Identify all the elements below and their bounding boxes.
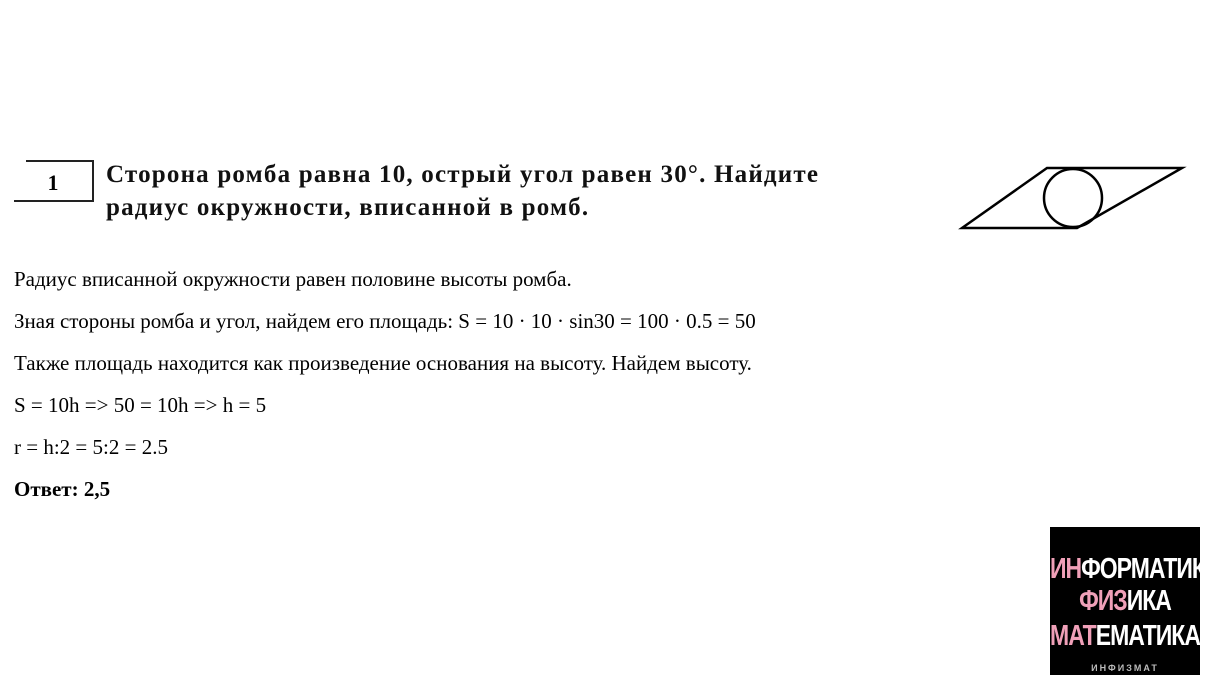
solution-line: Также площадь находится как произведение основания на высоту. Найдем высоту. <box>14 351 752 375</box>
answer: Ответ: 2,5 <box>14 477 111 501</box>
rhombus-with-inscribed-circle-icon <box>955 160 1190 235</box>
problem-statement-line-1: Сторона ромба равна 10, острый угол равен 30°. Найдите <box>106 161 820 188</box>
solution-line: r = h:2 = 5:2 = 2.5 <box>14 435 168 459</box>
logo-line-matematika: МАТЕМАТИКА <box>1050 618 1200 652</box>
logo-line-fizika: ФИЗИКА <box>1079 583 1171 617</box>
problem-statement <box>106 158 916 224</box>
problem-number: 1 <box>47 170 59 195</box>
logo-caption: ИНФИЗМАТ <box>1091 663 1159 673</box>
infizmat-logo <box>1050 527 1221 675</box>
rhombus-shape <box>962 168 1182 228</box>
solution-line: S = 10h => 50 = 10h => h = 5 <box>14 393 267 417</box>
logo-line-informatika: ИНФОРМАТИКА <box>1050 551 1221 585</box>
inscribed-circle <box>1044 169 1102 227</box>
problem-statement-line-2: радиус окружности, вписанной в ромб. <box>106 194 590 221</box>
solution-block <box>14 258 1014 510</box>
solution-line: Радиус вписанной окружности равен половине высоты ромба. <box>14 267 572 291</box>
problem-number-box <box>14 160 94 202</box>
solution-line: Зная стороны ромба и угол, найдем его площадь: S = 10 · 10 · sin30 = 100 · 0.5 = 50 <box>14 309 756 333</box>
